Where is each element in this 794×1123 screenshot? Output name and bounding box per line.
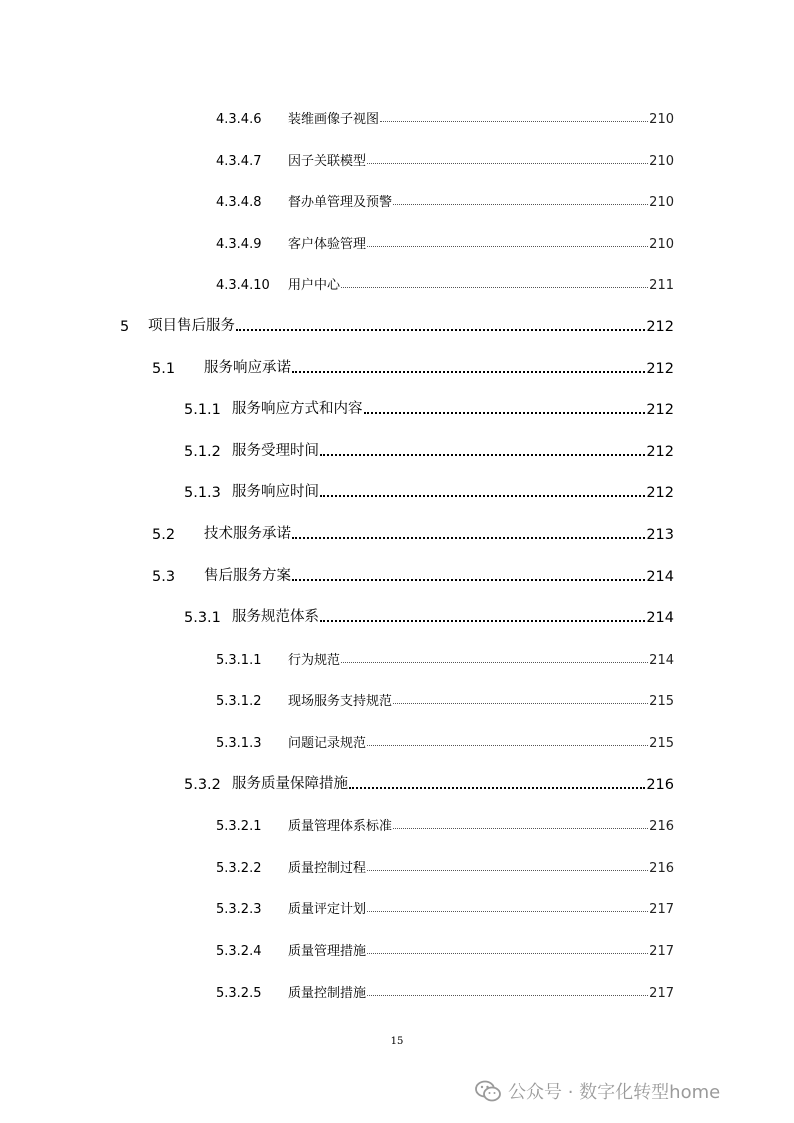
toc-leader-dots bbox=[380, 121, 648, 122]
toc-entry-number: 5.1.2 bbox=[184, 444, 221, 460]
toc-entry[interactable] bbox=[216, 232, 674, 252]
toc-entry-title: 问题记录规范 bbox=[288, 736, 367, 751]
toc-entry[interactable] bbox=[152, 523, 674, 543]
toc-leader-dots bbox=[367, 246, 648, 247]
toc-entry-title: 服务质量保障措施 bbox=[232, 776, 348, 792]
toc-entry[interactable] bbox=[216, 897, 674, 917]
toc-leader-dots bbox=[292, 537, 645, 539]
toc-entry-page: 213 bbox=[646, 527, 674, 543]
toc-entry-title: 服务响应时间 bbox=[232, 484, 319, 500]
wechat-icon bbox=[474, 1079, 502, 1103]
toc-entry-page: 215 bbox=[649, 736, 674, 751]
watermark-text: 公众号 · 数字化转型home bbox=[508, 1082, 721, 1103]
toc-entry-title: 质量控制措施 bbox=[288, 986, 367, 1001]
toc-entry[interactable] bbox=[184, 440, 674, 460]
toc-entry-title: 质量管理体系标准 bbox=[288, 819, 393, 834]
toc-entry-number: 5.3.1 bbox=[184, 610, 221, 626]
toc-entry-number: 5 bbox=[120, 319, 130, 335]
toc-leader-dots bbox=[341, 662, 648, 663]
toc-entry-number: 5.3.2 bbox=[184, 777, 221, 793]
toc-leader-dots bbox=[393, 703, 648, 704]
toc-entry-page: 215 bbox=[649, 694, 674, 709]
toc-entry-title: 质量管理措施 bbox=[288, 944, 367, 959]
toc-entry[interactable] bbox=[152, 565, 674, 585]
toc-entry-title: 技术服务承诺 bbox=[204, 526, 291, 542]
toc-entry-page: 212 bbox=[646, 444, 674, 460]
toc-entry-number: 5.3.2.5 bbox=[216, 986, 262, 1001]
toc-leader-dots bbox=[341, 287, 648, 288]
toc-entry-title: 质量评定计划 bbox=[288, 902, 367, 917]
toc-entry-title: 服务响应方式和内容 bbox=[232, 401, 363, 417]
toc-entry[interactable] bbox=[216, 107, 674, 127]
toc-leader-dots bbox=[320, 620, 645, 622]
toc-leader-dots bbox=[367, 995, 648, 996]
toc-entry-title: 项目售后服务 bbox=[148, 318, 235, 334]
toc-entry-number: 5.1.1 bbox=[184, 402, 221, 418]
toc-entry[interactable] bbox=[216, 814, 674, 834]
toc-entry-page: 217 bbox=[649, 944, 674, 959]
toc-entry[interactable] bbox=[184, 481, 674, 501]
toc-entry[interactable] bbox=[216, 689, 674, 709]
toc-entry-title: 服务规范体系 bbox=[232, 609, 319, 625]
toc-entry-number: 5.3.1.1 bbox=[216, 653, 262, 668]
toc-entry-number: 4.3.4.10 bbox=[216, 278, 270, 293]
toc-entry-title: 行为规范 bbox=[288, 653, 341, 668]
toc-entry-number: 4.3.4.8 bbox=[216, 195, 262, 210]
toc-entry-title: 因子关联模型 bbox=[288, 154, 367, 169]
toc-entry-title: 装维画像子视图 bbox=[288, 112, 380, 127]
toc-leader-dots bbox=[393, 828, 648, 829]
toc-entry-number: 5.3.2.2 bbox=[216, 861, 262, 876]
toc-entry-page: 210 bbox=[649, 237, 674, 252]
toc-entry-number: 5.3.2.4 bbox=[216, 944, 262, 959]
toc-entry-number: 5.1 bbox=[152, 361, 176, 377]
toc-entry-page: 212 bbox=[646, 485, 674, 501]
toc-leader-dots bbox=[367, 911, 648, 912]
toc-entry-title: 售后服务方案 bbox=[204, 568, 291, 584]
toc-entry-page: 212 bbox=[646, 361, 674, 377]
toc-entry[interactable] bbox=[216, 190, 674, 210]
toc-leader-dots bbox=[364, 412, 646, 414]
toc-entry-number: 5.3.1.2 bbox=[216, 694, 262, 709]
toc-entry[interactable] bbox=[216, 856, 674, 876]
toc-entry-number: 5.3 bbox=[152, 569, 176, 585]
toc-entry-title: 客户体验管理 bbox=[288, 237, 367, 252]
toc-entry[interactable] bbox=[152, 357, 674, 377]
toc-entry-title: 用户中心 bbox=[288, 278, 341, 293]
toc-entry-page: 212 bbox=[646, 319, 674, 335]
toc-entry[interactable] bbox=[216, 731, 674, 751]
toc-entry-page: 214 bbox=[646, 610, 674, 626]
toc-entry-number: 4.3.4.6 bbox=[216, 112, 262, 127]
toc-entry[interactable] bbox=[184, 606, 674, 626]
toc-entry-page: 217 bbox=[649, 986, 674, 1001]
toc-leader-dots bbox=[367, 163, 648, 164]
toc-entry[interactable] bbox=[120, 315, 674, 335]
toc-entry-number: 4.3.4.9 bbox=[216, 237, 262, 252]
toc-entry-title: 现场服务支持规范 bbox=[288, 694, 393, 709]
toc-leader-dots bbox=[367, 870, 648, 871]
toc-entry-number: 5.1.3 bbox=[184, 485, 221, 501]
toc-entry-page: 214 bbox=[649, 653, 674, 668]
toc-entry[interactable] bbox=[216, 939, 674, 959]
toc-entry-title: 质量控制过程 bbox=[288, 861, 367, 876]
watermark bbox=[474, 1078, 720, 1104]
toc-entry-page: 211 bbox=[649, 278, 674, 293]
toc-leader-dots bbox=[349, 787, 645, 789]
toc-entry-page: 214 bbox=[646, 569, 674, 585]
toc-leader-dots bbox=[320, 454, 645, 456]
toc-leader-dots bbox=[292, 371, 645, 373]
toc-entry-number: 4.3.4.7 bbox=[216, 154, 262, 169]
toc-entry-page: 216 bbox=[649, 819, 674, 834]
toc-entry-page: 216 bbox=[649, 861, 674, 876]
toc-entry-number: 5.3.2.3 bbox=[216, 902, 262, 917]
toc-entry[interactable] bbox=[216, 648, 674, 668]
toc-leader-dots bbox=[393, 204, 648, 205]
toc-entry[interactable] bbox=[216, 149, 674, 169]
toc-entry-page: 210 bbox=[649, 154, 674, 169]
toc-entry-title: 服务响应承诺 bbox=[204, 360, 291, 376]
toc-leader-dots bbox=[292, 579, 645, 581]
toc-leader-dots bbox=[367, 953, 648, 954]
toc-entry-page: 210 bbox=[649, 112, 674, 127]
toc-entry[interactable] bbox=[184, 773, 674, 793]
toc-entry-page: 210 bbox=[649, 195, 674, 210]
toc-entry-number: 5.3.1.3 bbox=[216, 736, 262, 751]
toc-leader-dots bbox=[236, 329, 645, 331]
toc-leader-dots bbox=[320, 495, 645, 497]
toc-entry[interactable] bbox=[216, 273, 674, 293]
toc-entry[interactable] bbox=[216, 981, 674, 1001]
toc-entry-title: 督办单管理及预警 bbox=[288, 195, 393, 210]
toc-entry-page: 212 bbox=[646, 402, 674, 418]
toc-entry-number: 5.2 bbox=[152, 527, 176, 543]
toc-entry-page: 217 bbox=[649, 902, 674, 917]
toc-entry-title: 服务受理时间 bbox=[232, 443, 319, 459]
page-number: 15 bbox=[390, 1036, 404, 1047]
toc-entry[interactable] bbox=[184, 398, 674, 418]
toc-entry-number: 5.3.2.1 bbox=[216, 819, 262, 834]
toc-leader-dots bbox=[367, 745, 648, 746]
toc-entry-page: 216 bbox=[646, 777, 674, 793]
